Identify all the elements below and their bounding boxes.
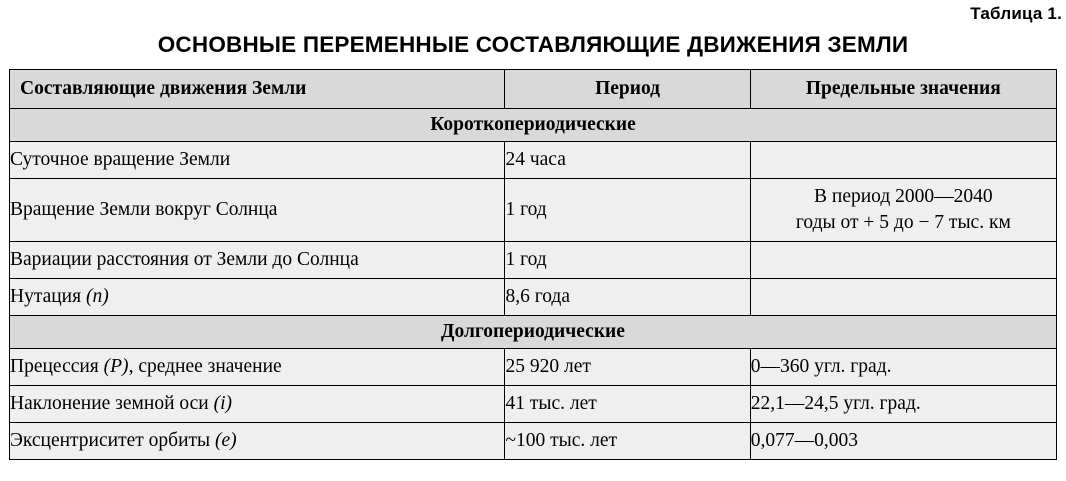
table-header <box>10 70 1057 109</box>
row-name-symbol: (e) <box>215 430 237 451</box>
row-name-prefix: Наклонение земной оси <box>10 393 214 414</box>
table-row <box>10 386 1057 423</box>
row-limits <box>750 242 1056 279</box>
row-limits: 22,1—24,5 угл. град. <box>750 386 1056 423</box>
row-name <box>10 423 505 460</box>
row-name <box>10 386 505 423</box>
row-name-symbol: (n) <box>85 286 109 307</box>
row-name: Суточное вращение Земли <box>10 142 505 179</box>
row-limits <box>750 142 1056 179</box>
row-period: 25 920 лет <box>505 349 750 386</box>
column-header-limits: Предельные значения <box>750 70 1056 109</box>
table-body <box>10 109 1057 460</box>
row-period: 41 тыс. лет <box>505 386 750 423</box>
row-name <box>10 279 505 316</box>
row-period: 1 год <box>505 242 750 279</box>
row-name-prefix: Эксцентриситет орбиты <box>10 430 216 451</box>
row-period: ~100 тыс. лет <box>505 423 750 460</box>
row-name-prefix: Прецессия <box>10 356 104 377</box>
table-title: ОСНОВНЫЕ ПЕРЕМЕННЫЕ СОСТАВЛЯЮЩИЕ ДВИЖЕНИЯ ЗЕМЛИ <box>157 32 909 57</box>
row-name-symbol: (P) <box>103 356 129 377</box>
row-period: 8,6 года <box>505 279 750 316</box>
row-limits: 0,077—0,003 <box>750 423 1056 460</box>
table-row <box>10 179 1057 242</box>
section-row-short-period <box>10 109 1057 142</box>
table-row <box>10 423 1057 460</box>
column-header-components: Составляющие движения Земли <box>10 70 505 109</box>
table-row <box>10 279 1057 316</box>
row-name: Вращение Земли вокруг Солнца <box>10 179 505 242</box>
section-label-long-period: Долгопериодические <box>10 316 1057 349</box>
table-row <box>10 142 1057 179</box>
row-limits-line1: В период 2000—2040 <box>814 185 993 207</box>
table-row <box>10 242 1057 279</box>
earth-motion-components-table <box>9 69 1057 460</box>
section-row-long-period <box>10 316 1057 349</box>
table-row <box>10 349 1057 386</box>
row-name-symbol: (i) <box>213 393 232 414</box>
row-name-text: Нутация <box>10 286 86 307</box>
row-period: 1 год <box>505 179 750 242</box>
section-label-short-period: Короткопериодические <box>10 109 1057 142</box>
table-caption: Таблица 1. <box>970 4 1062 23</box>
row-name <box>10 349 505 386</box>
row-limits <box>750 179 1056 242</box>
row-name-suffix: , среднее значение <box>128 356 282 377</box>
column-header-period: Период <box>505 70 750 109</box>
row-name: Вариации расстояния от Земли до Солнца <box>10 242 505 279</box>
row-limits-line2: годы от + 5 до − 7 тыс. км <box>795 212 1011 233</box>
row-limits: 0—360 угл. град. <box>750 349 1056 386</box>
row-limits <box>750 279 1056 316</box>
header-row <box>10 70 1057 109</box>
row-period: 24 часа <box>505 142 750 179</box>
